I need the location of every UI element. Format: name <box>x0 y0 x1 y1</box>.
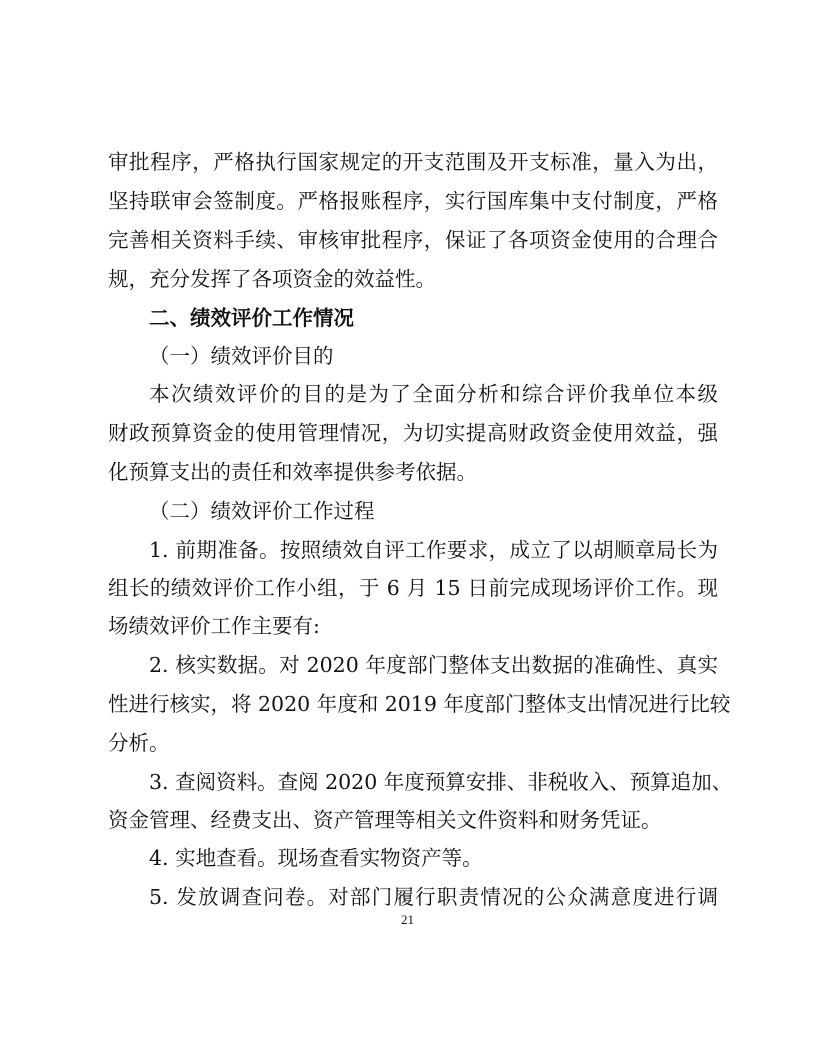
paragraph-line: 5. 发放调查问卷。对部门履行职责情况的公众满意度进行调 <box>149 885 718 909</box>
paragraph-line: 2. 核实数据。对 2020 年度部门整体支出数据的准确性、真实 <box>149 653 718 677</box>
paragraph-line: 1. 前期准备。按照绩效自评工作要求，成立了以胡顺章局长为 <box>149 538 718 562</box>
paragraph-line: 组长的绩效评价工作小组，于 6 月 15 日前完成现场评价工作。现 <box>108 576 718 600</box>
paragraph-line: 完善相关资料手续、审核审批程序，保证了各项资金使用的合理合 <box>108 228 718 252</box>
paragraph-line: 分析。 <box>108 731 170 755</box>
paragraph-line: 4. 实地查看。现场查看实物资产等。 <box>149 846 483 870</box>
paragraph-line: 坚持联审会签制度。严格报账程序，实行国库集中支付制度，严格 <box>108 189 718 213</box>
section-heading: 二、绩效评价工作情况 <box>149 306 354 330</box>
paragraph-line: 资金管理、经费支出、资产管理等相关文件资料和财务凭证。 <box>108 808 662 832</box>
paragraph-line: 性进行核实，将 2020 年度和 2019 年度部门整体支出情况进行比较 <box>108 692 731 716</box>
subsection-heading: （一）绩效评价目的 <box>149 344 334 368</box>
subsection-heading: （二）绩效评价工作过程 <box>149 499 375 523</box>
paragraph-line: 审批程序，严格执行国家规定的开支范围及开支标准，量入为出， <box>108 150 718 174</box>
paragraph-line: 本次绩效评价的目的是为了全面分析和综合评价我单位本级 <box>149 382 718 406</box>
paragraph-line: 化预算支出的责任和效率提供参考依据。 <box>108 460 477 484</box>
paragraph-line: 3. 查阅资料。查阅 2020 年度预算安排、非税收入、预算追加、 <box>149 770 733 794</box>
paragraph-line: 场绩效评价工作主要有: <box>108 614 320 638</box>
paragraph-line: 财政预算资金的使用管理情况，为切实提高财政资金使用效益，强 <box>108 421 718 445</box>
page-number: 21 <box>401 912 414 927</box>
paragraph-line: 规，充分发挥了各项资金的效益性。 <box>108 267 436 291</box>
